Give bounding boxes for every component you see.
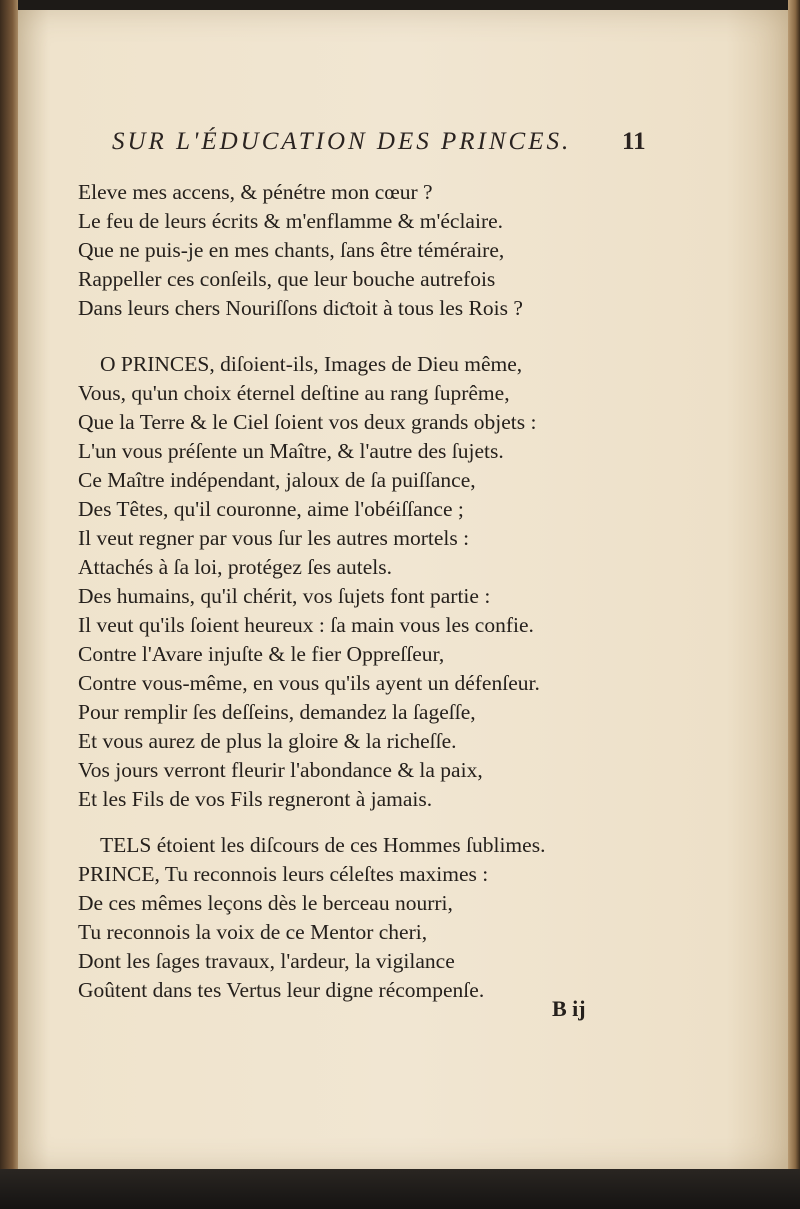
- verse-line: O PRINCES, diſoient-ils, Images de Dieu même,: [100, 352, 523, 376]
- verse-line: PRINCE, Tu reconnois leurs céleſtes maximes :: [78, 862, 489, 886]
- verse-line: De ces mêmes leçons dès le berceau nourri,: [78, 891, 453, 915]
- verse-line: Le feu de leurs écrits & m'enflamme & m'éclaire.: [78, 209, 504, 233]
- verse-line: Rappeller ces conſeils, que leur bouche autrefois: [78, 267, 496, 291]
- verse-line: Attachés à ſa loi, protégez ſes autels.: [78, 555, 393, 579]
- verse-line: Tu reconnois la voix de ce Mentor cheri,: [78, 920, 428, 944]
- page-number: 11: [622, 128, 646, 155]
- verse-line: Pour remplir ſes deſſeins, demandez la ſageſſe,: [78, 700, 476, 724]
- verse-line: Contre vous-même, en vous qu'ils ayent un défenſeur.: [78, 671, 540, 695]
- page-shadow: [0, 1169, 800, 1209]
- catchword: B ij: [552, 996, 586, 1021]
- verse-line: Ce Maître indépendant, jaloux de ſa puiſſance,: [78, 468, 476, 492]
- verse-line: Des Têtes, qu'il couronne, aime l'obéiſſance ;: [78, 497, 464, 521]
- verse-line: Et vous aurez de plus la gloire & la richeſſe.: [78, 729, 457, 753]
- verse-line: Contre l'Avare injuſte & le fier Oppreſſeur,: [78, 642, 445, 666]
- page-edge: [788, 0, 800, 1209]
- verse-line: Que la Terre & le Ciel ſoient vos deux grands objets :: [78, 410, 537, 434]
- book-spine-edge: [0, 0, 18, 1209]
- verse-line: Et les Fils de vos Fils regneront à jamais.: [78, 787, 433, 811]
- verse-line: Dans leurs chers Nouriſſons diƈtoit à tous les Rois ?: [78, 296, 523, 320]
- verse-line: Vous, qu'un choix éternel deſtine au rang ſuprême,: [78, 381, 510, 405]
- verse-line: Des humains, qu'il chérit, vos ſujets font partie :: [78, 584, 491, 608]
- verse-line: Eleve mes accens, & pénétre mon cœur ?: [78, 180, 433, 204]
- verse-line: Il veut qu'ils ſoient heureux : ſa main vous les confie.: [78, 613, 534, 637]
- verse-line: L'un vous préſente un Maître, & l'autre des ſujets.: [78, 439, 504, 463]
- verse-line: Goûtent dans tes Vertus leur digne récompenſe.: [78, 978, 485, 1002]
- verse-line: Vos jours verront fleurir l'abondance & la paix,: [78, 758, 483, 782]
- verse-line: TELS étoient les diſcours de ces Hommes ſublimes.: [100, 833, 546, 857]
- verse-line: Dont les ſages travaux, l'ardeur, la vigilance: [78, 949, 455, 973]
- verse-line: Il veut regner par vous ſur les autres mortels :: [78, 526, 470, 550]
- running-header: SUR L'ÉDUCATION DES PRINCES.: [112, 128, 572, 155]
- verse-line: Que ne puis-je en mes chants, ſans être téméraire,: [78, 238, 505, 262]
